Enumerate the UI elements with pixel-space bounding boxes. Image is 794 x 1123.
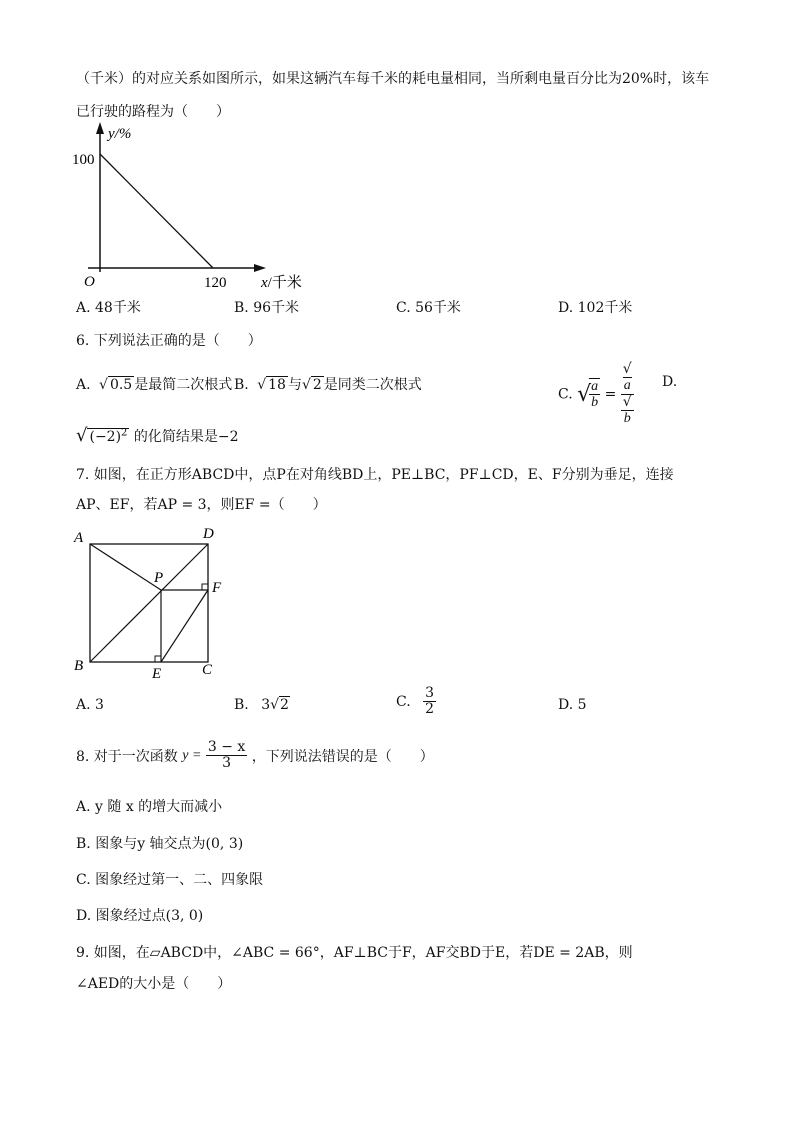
label-b: B xyxy=(74,658,84,674)
label-e: E xyxy=(152,666,162,682)
q8-option-a: A. y 随 x 的增大而减小 xyxy=(76,799,223,815)
q9-stem-line2: ∠AED的大小是（ ） xyxy=(76,976,232,992)
label-d: D xyxy=(203,526,214,542)
q7-stem-line1: 7. 如图，在正方形ABCD中，点P在对角线BD上，PE⊥BC，PF⊥CD，E、F分别为垂足，连接 xyxy=(76,467,674,483)
right-angle-e xyxy=(155,656,161,662)
q8-option-b: B. 图象与y 轴交点为(0, 3) xyxy=(76,836,244,852)
q7-figure xyxy=(70,526,230,684)
q9-stem-line1: 9. 如图，在▱ABCD中，∠ABC = 66°，AF⊥BC于F，AF交BD于E，若DE = 2AB，则 xyxy=(76,945,633,961)
q8-stem: 8. 对于一次函数 y = $\frac{3 - x}{3}$ ，下列说法错误的是（ ） xyxy=(76,739,434,772)
label-f: F xyxy=(212,580,222,596)
diagonal-bd xyxy=(90,544,208,662)
q5-option-a: A. 48千米 xyxy=(76,300,141,316)
q5-option-b: B. 96千米 xyxy=(234,300,300,316)
y-axis-label: y/% xyxy=(108,126,132,142)
graph-line xyxy=(100,154,213,268)
label-c: C xyxy=(202,662,213,678)
q6-option-b: B. √ 18 与√ 2 是同类二次根式 xyxy=(234,377,422,393)
segment-ef xyxy=(161,590,208,662)
q6-option-d: √ $(-2)^2$ 的化简结果是−2 xyxy=(76,425,239,446)
segment-ap xyxy=(90,544,164,590)
q8-option-d: D. 图象经过点(3, 0) xyxy=(76,908,204,924)
q7-option-c: C. $\frac{3}{2}$ xyxy=(396,685,435,718)
q5-stem-line2: 已行驶的路程为（ ） xyxy=(76,104,230,120)
q5-option-d: D. 102千米 xyxy=(558,300,633,316)
q6-option-d-prefix: D. xyxy=(662,374,678,390)
right-angle-f xyxy=(202,584,208,590)
label-p: P xyxy=(154,570,164,586)
x-axis-label: x/千米 xyxy=(261,275,302,291)
q7-stem-line2: AP、EF，若AP = 3，则EF =（ ） xyxy=(76,497,327,513)
y-axis-arrow xyxy=(96,122,104,134)
q6-stem: 6. 下列说法正确的是（ ） xyxy=(76,333,262,349)
x-axis-arrow xyxy=(254,264,266,272)
q5-graph xyxy=(68,120,328,295)
q6-option-c: C. √ $\frac{a}{b}$ = √ a √ b xyxy=(558,361,632,427)
q7-option-d: D. 5 xyxy=(558,697,587,713)
q5-option-c: C. 56千米 xyxy=(396,300,461,316)
x-tick-120: 120 xyxy=(204,275,227,291)
q6-option-a: A. √ 0.5 是最简二次根式 xyxy=(76,377,233,393)
y-tick-100: 100 xyxy=(72,152,95,168)
q5-stem-line1: （千米）的对应关系如图所示，如果这辆汽车每千米的耗电量相同，当所剩电量百分比为20%时，该车 xyxy=(76,71,710,87)
label-a: A xyxy=(74,530,84,546)
q7-option-a: A. 3 xyxy=(76,697,104,713)
q7-option-b: B. 3√2 xyxy=(234,697,289,713)
q8-option-c: C. 图象经过第一、二、四象限 xyxy=(76,872,264,888)
origin-label: O xyxy=(84,274,95,290)
